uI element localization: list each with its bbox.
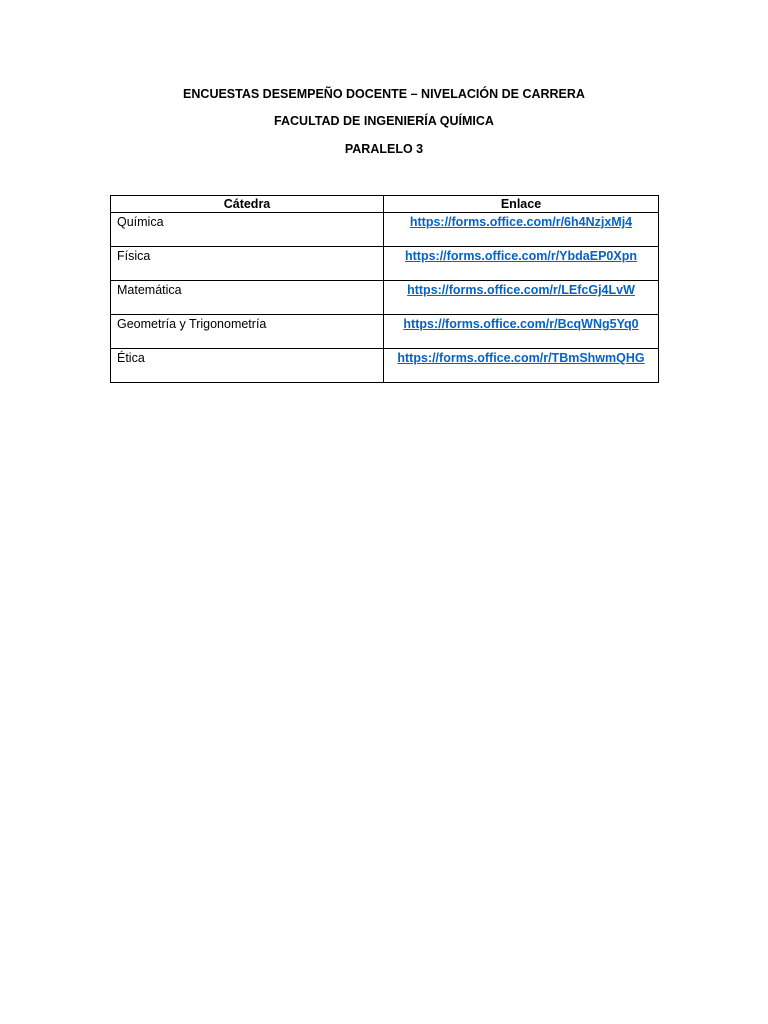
survey-link-geometria[interactable]: https://forms.office.com/r/BcqWNg5Yq0	[403, 317, 639, 331]
document-title: ENCUESTAS DESEMPEÑO DOCENTE – NIVELACIÓN DE CARRERA	[183, 87, 585, 101]
table-row	[111, 247, 659, 281]
subject-cell: Matemática	[111, 281, 384, 315]
table-row	[111, 213, 659, 247]
link-cell	[384, 349, 659, 383]
subject-cell: Ética	[111, 349, 384, 383]
section-title: PARALELO 3	[344, 142, 424, 156]
link-cell	[384, 281, 659, 315]
link-cell	[384, 315, 659, 349]
table-header-row	[111, 196, 659, 213]
subject-cell: Química	[111, 213, 384, 247]
link-cell	[384, 247, 659, 281]
table-row	[111, 281, 659, 315]
subject-cell: Física	[111, 247, 384, 281]
survey-link-quimica[interactable]: https://forms.office.com/r/6h4NzjxMj4	[409, 215, 633, 229]
faculty-title: FACULTAD DE INGENIERÍA QUÍMICA	[274, 114, 494, 128]
survey-links-table	[110, 195, 659, 383]
column-header-catedra: Cátedra	[111, 196, 384, 213]
survey-link-etica[interactable]: https://forms.office.com/r/TBmShwmQHG	[397, 351, 645, 365]
survey-link-fisica[interactable]: https://forms.office.com/r/YbdaEP0Xpn	[405, 249, 637, 263]
survey-link-matematica[interactable]: https://forms.office.com/r/LEfcGj4LvW	[407, 283, 635, 297]
subject-cell: Geometría y Trigonometría	[111, 315, 384, 349]
link-cell	[384, 213, 659, 247]
table-row	[111, 315, 659, 349]
table-row	[111, 349, 659, 383]
column-header-enlace: Enlace	[384, 196, 659, 213]
